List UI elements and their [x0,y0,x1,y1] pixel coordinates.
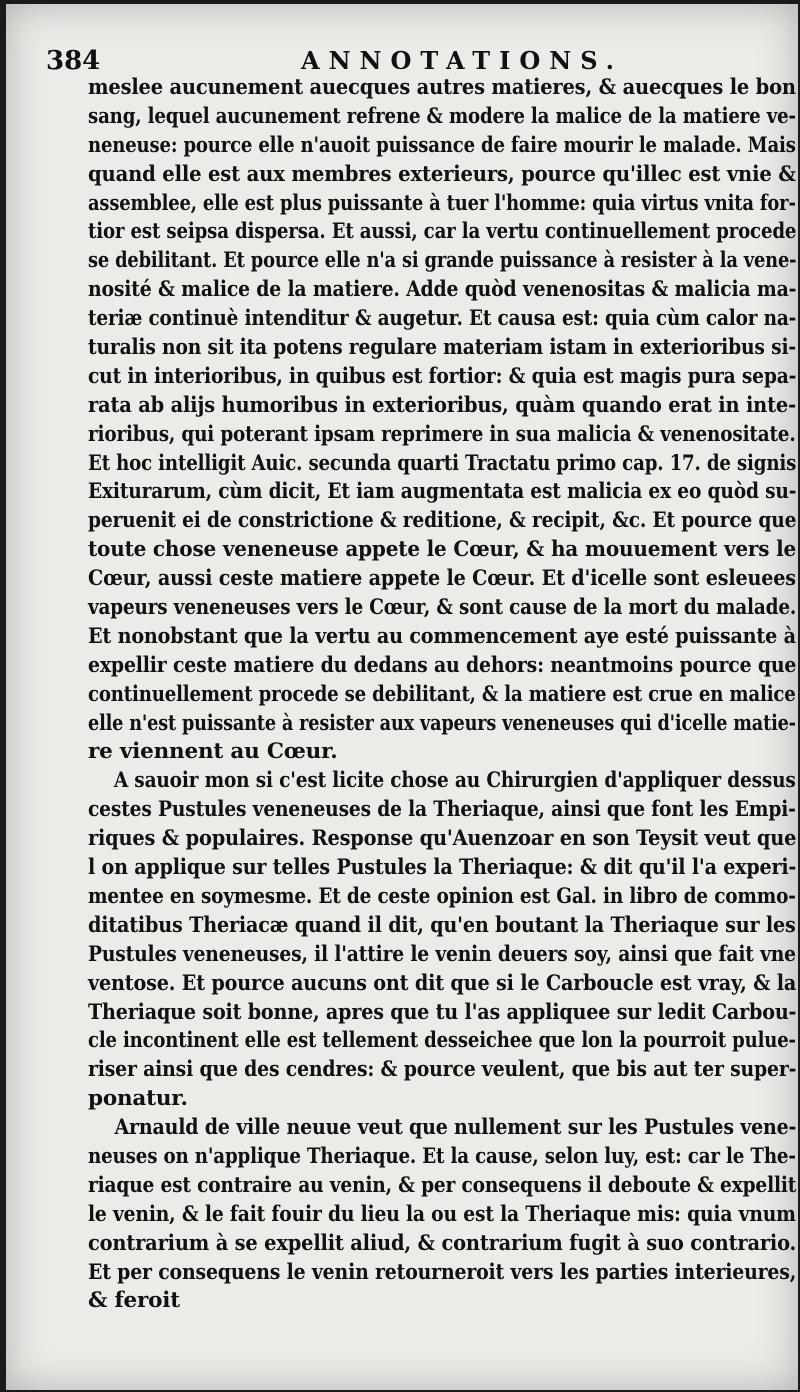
text-line: Theriaque soit bonne, apres que tu l'as appliquee sur ledit Carbou- [88,999,797,1025]
text-line: A sauoir mon si c'est licite chose au Chirurgien d'appliquer dessus [113,768,796,794]
text-line: Arnauld de ville neuue veut que nullement sur les Pustules vene- [114,1115,797,1141]
text-line: meslee aucunement auecques autres matieres, & auecques le bon [88,75,796,100]
text-line: Pustules veneneuses, il l'attire le venin deuers soy, ainsi que fait vne [88,941,796,967]
text-line: mentee en soymesme. Et de ceste opinion est Gal. in libro de commo- [88,883,796,909]
text-line: Et nonobstant que la vertu au commencement aye esté puissante à [88,623,796,649]
paragraph [88,74,796,767]
running-head [46,38,786,78]
text-line: tior est seipsa dispersa. Et aussi, car la vertu continuellement procede [88,219,797,245]
text-line: rata ab alijs humoribus in exterioribus, quàm quando erat in inte- [88,392,796,418]
text-line: contrarium à se expellit aliud, & contrarium fugit à suo contrario. [88,1230,797,1256]
text-line: peruenit ei de constrictione & reditione, & recipit, &c. Et pource que [88,508,797,534]
text-line: le venin, & le fait fouir du lieu la ou est la Theriaque mis: quia vnum [88,1201,796,1227]
text-line: continuellement procede se debilitant, & la matiere est crue en malice [88,681,796,707]
text-line: rioribus, qui poterant ipsam reprimere in sua malicia & venenositate. [88,421,796,447]
text-line: expellir ceste matiere du dedans au dehors: neantmoins pource que [88,652,797,678]
text-line: riaque est contraire au venin, & per consequens il deboute & expellit [88,1172,797,1198]
text-line: l on applique sur telles Pustules la Theriaque: & dit qu'il l'a experi- [88,855,797,881]
text-line: neneuse: pource elle n'auoit puissance de faire mourir le malade. Mais [88,132,796,158]
text-line: Cœur, aussi ceste matiere appete le Cœur. Et d'icelle sont esleuees [88,566,796,592]
text-line: cut in interioribus, in quibus est fortior: & quia est magis pura sepa- [88,363,797,389]
text-line: re viennent au Cœur. [88,739,338,765]
text-line: se debilitant. Et pource elle n'a si grande puissance à resister à la vene- [88,248,797,274]
text-line: Exiturarum, cùm dicit, Et iam augmentata est malicia ex eo quòd su- [88,479,797,505]
text-line: nosité & malice de la matiere. Adde quòd venenositas & malicia ma- [88,277,797,303]
text-line: Et hoc intelligit Auic. secunda quarti Tractatu primo cap. 17. de signis [88,450,797,476]
text-line: neuses on n'applique Theriaque. Et la cause, selon luy, est: car le The- [88,1143,796,1169]
text-line: cestes Pustules veneneuses de la Theriaque, ainsi que font les Empi- [88,797,796,823]
text-line: ponatur. [88,1086,188,1112]
text-line: Et per consequens le venin retourneroit vers les parties interieures, [88,1259,797,1285]
text-line: assemblee, elle est plus puissante à tuer l'homme: quia virtus vnita for- [88,190,796,216]
book-page [6,4,798,1390]
text-line: riser ainsi que des cendres: & pource veulent, que bis aut ter super- [88,1057,797,1083]
body-text [88,74,796,1316]
paragraph [88,767,796,1114]
header-title: ANNOTATIONS. [301,46,624,75]
paragraph [88,1114,796,1316]
text-line: riques & populaires. Response qu'Auenzoar en son Teysit veut que [88,826,797,852]
text-line: turalis non sit ita potens regulare materiam istam in exterioribus si- [88,335,796,361]
text-line: sang, lequel aucunement refrene & modere la malice de la matiere ve- [88,103,796,129]
text-line: elle n'est puissante à resister aux vapeurs veneneuses qui d'icelle matie- [88,710,796,736]
text-line: toute chose veneneuse appete le Cœur, & ha mouuement vers le [88,537,797,563]
text-line: quand elle est aux membres exterieurs, pource qu'illec est vnie & [88,161,796,187]
page-number: 384 [46,46,101,76]
text-line: ventose. Et pource aucuns ont dit que si le Carboucle est vray, & la [88,970,797,996]
text-line: teriæ continuè intenditur & augetur. Et causa est: quia cùm calor na- [88,306,797,332]
text-line: cle incontinent elle est tellement desseichee que lon la pourroit pulue- [88,1028,796,1054]
text-line: & feroit [88,1288,180,1314]
text-line: ditatibus Theriacæ quand il dit, qu'en boutant la Theriaque sur les [88,912,796,938]
text-line: vapeurs veneneuses vers le Cœur, & sont cause de la mort du malade. [88,595,797,621]
